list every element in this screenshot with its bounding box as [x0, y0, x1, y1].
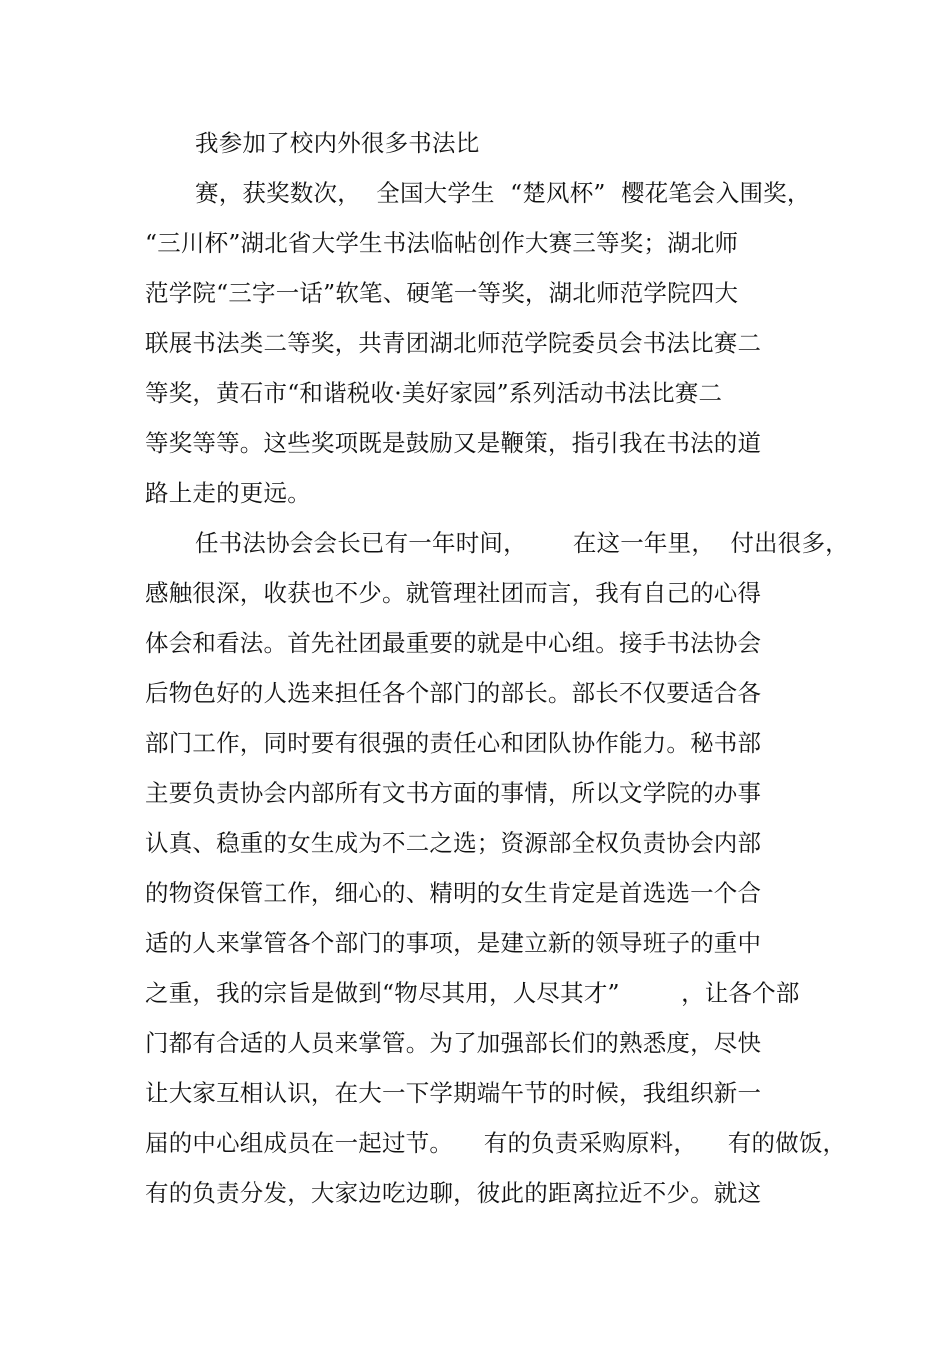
paragraph-line: 体会和看法。首先社团最重要的就是中心组。接手书法协会: [145, 629, 762, 657]
paragraph-line: 赛，获奖数次， 全国大学生 “楚风杯” 樱花笔会入围奖，: [195, 179, 811, 207]
paragraph-line: 路上走的更远。: [145, 479, 311, 507]
paragraph-line: 的物资保管工作，细心的、精明的女生肯定是首选选一个合: [145, 879, 762, 907]
paragraph-line: 范学院“三字一话”软笔、硬笔一等奖，湖北师范学院四大: [145, 279, 739, 307]
paragraph-line: 感触很深，收获也不少。就管理社团而言，我有自己的心得: [145, 579, 762, 607]
paragraph-line: “三川杯”湖北省大学生书法临帖创作大赛三等奖；湖北师: [145, 229, 739, 257]
paragraph-line: 届的中心组成员在一起过节。 有的负责采购原料， 有的做饭，: [145, 1129, 847, 1157]
paragraph-line: 后物色好的人选来担任各个部门的部长。部长不仅要适合各: [145, 679, 762, 707]
paragraph-line: 等奖等等。这些奖项既是鼓励又是鞭策，指引我在书法的道: [145, 429, 762, 457]
paragraph-line: 有的负责分发，大家边吃边聊，彼此的距离拉近不少。就这: [145, 1179, 762, 1207]
paragraph-line: 任书法协会会长已有一年时间， 在这一年里， 付出很多，: [195, 529, 849, 557]
paragraph-line: 等奖，黄石市“和谐税收·美好家园”系列活动书法比赛二: [145, 379, 723, 407]
paragraph-line: 我参加了校内外很多书法比: [195, 129, 480, 157]
paragraph-line: 让大家互相认识，在大一下学期端午节的时候，我组织新一: [145, 1079, 762, 1107]
paragraph-line: 认真、稳重的女生成为不二之选；资源部全权负责协会内部: [145, 829, 762, 857]
paragraph-line: 部门工作，同时要有很强的责任心和团队协作能力。秘书部: [145, 729, 762, 757]
paragraph-line: 主要负责协会内部所有文书方面的事情，所以文学院的办事: [145, 779, 762, 807]
paragraph-line: 门都有合适的人员来掌管。为了加强部长们的熟悉度，尽快: [145, 1029, 762, 1057]
paragraph-line: 联展书法类二等奖，共青团湖北师范学院委员会书法比赛二: [145, 329, 762, 357]
paragraph-line: 适的人来掌管各个部门的事项，是建立新的领导班子的重中: [145, 929, 762, 957]
paragraph-line: 之重，我的宗旨是做到“物尽其用，人尽其才” ，让各个部: [145, 979, 800, 1007]
